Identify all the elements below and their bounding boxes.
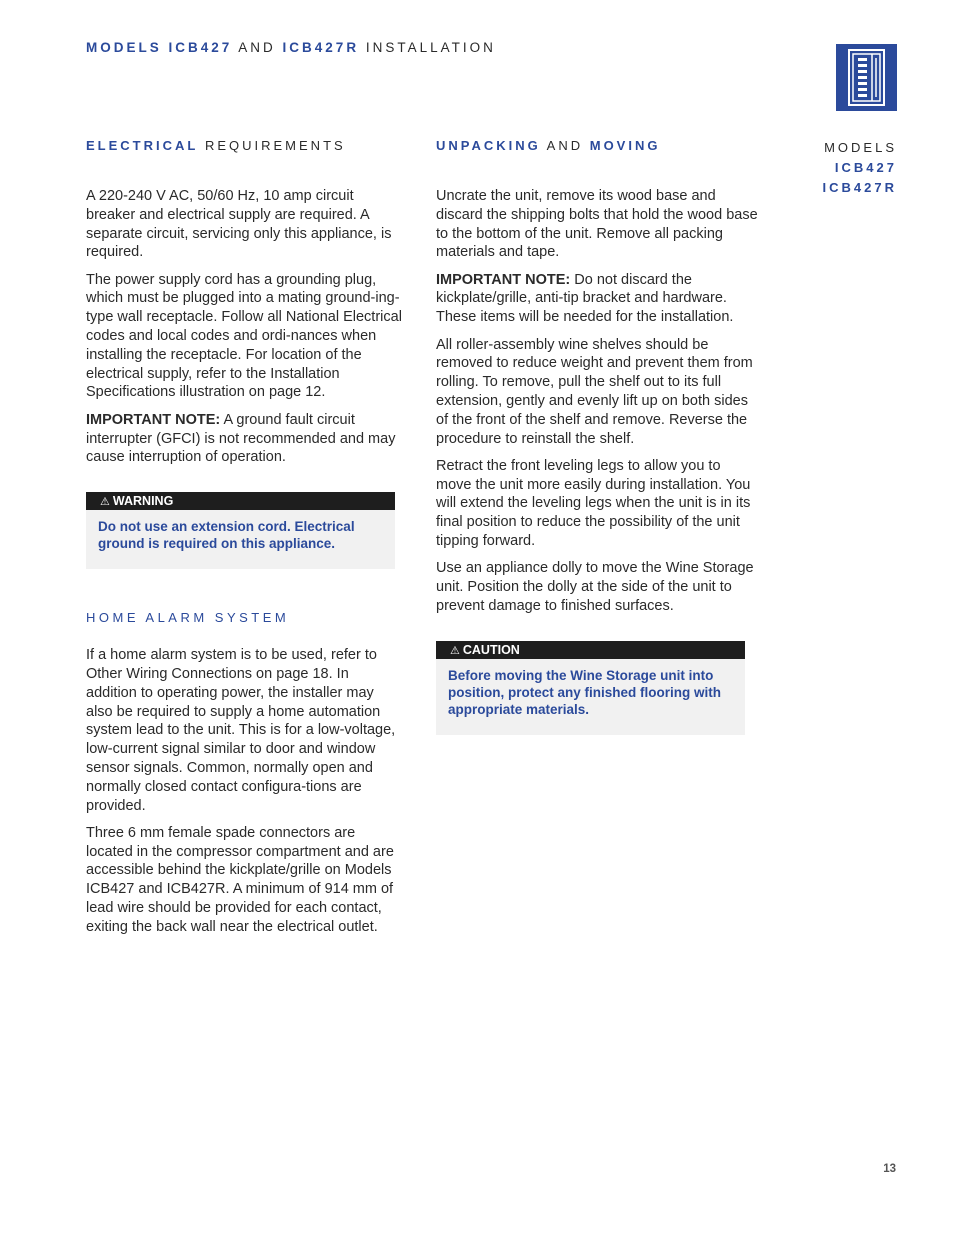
caution-title: CAUTION — [462, 642, 520, 657]
page-number: 13 — [883, 1163, 896, 1175]
warning-text: Do not use an extension cord. Electrical ground is required on this appliance. — [98, 519, 355, 552]
page-header — [86, 40, 496, 55]
electrical-paragraph: The power supply cord has a grounding plug, which must be plugged into a mating ground-ing-type wall receptacle. Follow all National Electrical codes and local codes and ordi-nances when installing the receptacle. For location of the electrical supply, refer to the Installation Specifications illustration on page 12. — [86, 271, 402, 401]
warning-icon: ⚠ — [100, 496, 110, 509]
electrical-heading — [86, 138, 402, 154]
caution-box — [436, 641, 745, 735]
header-part: MODELS ICB427 — [86, 40, 233, 55]
note-label: IMPORTANT NOTE: — [436, 271, 571, 288]
header-part: INSTALLATION — [359, 40, 496, 55]
side-model-2: ICB427R — [822, 180, 897, 195]
heading-bold: MOVING — [589, 138, 661, 153]
heading-mid: AND — [540, 138, 590, 153]
right-column — [436, 138, 758, 735]
side-models-label: MODELS — [824, 140, 897, 155]
unpacking-paragraph: All roller-assembly wine shelves should be removed to reduce weight and prevent them from rolling. To remove, pull the shelf out to its full extension, gently and evenly lift up on both sides of the front of the shelf and remove. Reverse the procedure to reinstall the shelf. — [436, 336, 753, 447]
warning-title: WARNING — [112, 494, 174, 509]
side-model-labels — [823, 138, 897, 198]
note-label: IMPORTANT NOTE: — [86, 411, 221, 428]
caution-bar — [436, 641, 745, 659]
alarm-paragraph: Three 6 mm female spade connectors are located in the compressor compartment and are accessible behind the kickplate/grille on Models ICB427 and ICB427R. A minimum of 914 mm of lead wire should be provided for each contact, exiting the back wall near the electrical outlet. — [86, 824, 394, 935]
electrical-note — [86, 411, 402, 467]
unpacking-heading — [436, 138, 758, 154]
note-text: Do not discard the kickplate/grille, anti-tip bracket and hardware. These items will be needed for the installation. — [436, 271, 734, 326]
home-alarm-heading: HOME ALARM SYSTEM — [86, 610, 290, 626]
warning-box — [86, 492, 395, 569]
left-column — [86, 138, 402, 945]
alarm-paragraph: If a home alarm system is to be used, refer to Other Wiring Connections on page 18. In addition to operating power, the installer may also be required to supply a home automation system lead to the unit. This is for a low-voltage, low-current signal similar to door and window sensor signals. Common, normally open and normally closed contact configura-tions are provided. — [86, 647, 396, 814]
heading-bold: UNPACKING — [436, 138, 541, 153]
unpacking-paragraph: Retract the front leveling legs to allow you to move the unit more easily during installation. You will extend the leveling legs when the unit is in its final position to reduce the possibility of the unit tipping forward. — [436, 457, 751, 550]
header-part: AND — [232, 40, 283, 55]
unpacking-paragraph: Uncrate the unit, remove its wood base and discard the shipping bolts that hold the wood base to the bottom of the unit. Remove all packing materials and tape. — [436, 188, 758, 261]
unpacking-paragraph: Use an appliance dolly to move the Wine Storage unit. Position the dolly at the side of the unit to prevent damage to finished surfaces. — [436, 560, 754, 614]
caution-icon: ⚠ — [450, 644, 460, 657]
caution-text: Before moving the Wine Storage unit into position, protect any finished flooring with appropriate materials. — [448, 667, 721, 717]
wine-storage-logo-icon — [836, 44, 897, 111]
electrical-paragraph: A 220-240 V AC, 50/60 Hz, 10 amp circuit breaker and electrical supply are required. A separate circuit, servicing only this appliance, is required. — [86, 188, 392, 261]
side-model-1: ICB427 — [834, 160, 897, 175]
note-text: A ground fault circuit interrupter (GFCI) is not recommended and may cause interruption of operation. — [86, 411, 396, 466]
unpacking-note — [436, 271, 758, 327]
heading-rest: REQUIREMENTS — [198, 138, 346, 153]
warning-bar — [86, 492, 395, 510]
heading-bold: ELECTRICAL — [86, 138, 199, 153]
header-part: ICB427R — [282, 40, 360, 55]
